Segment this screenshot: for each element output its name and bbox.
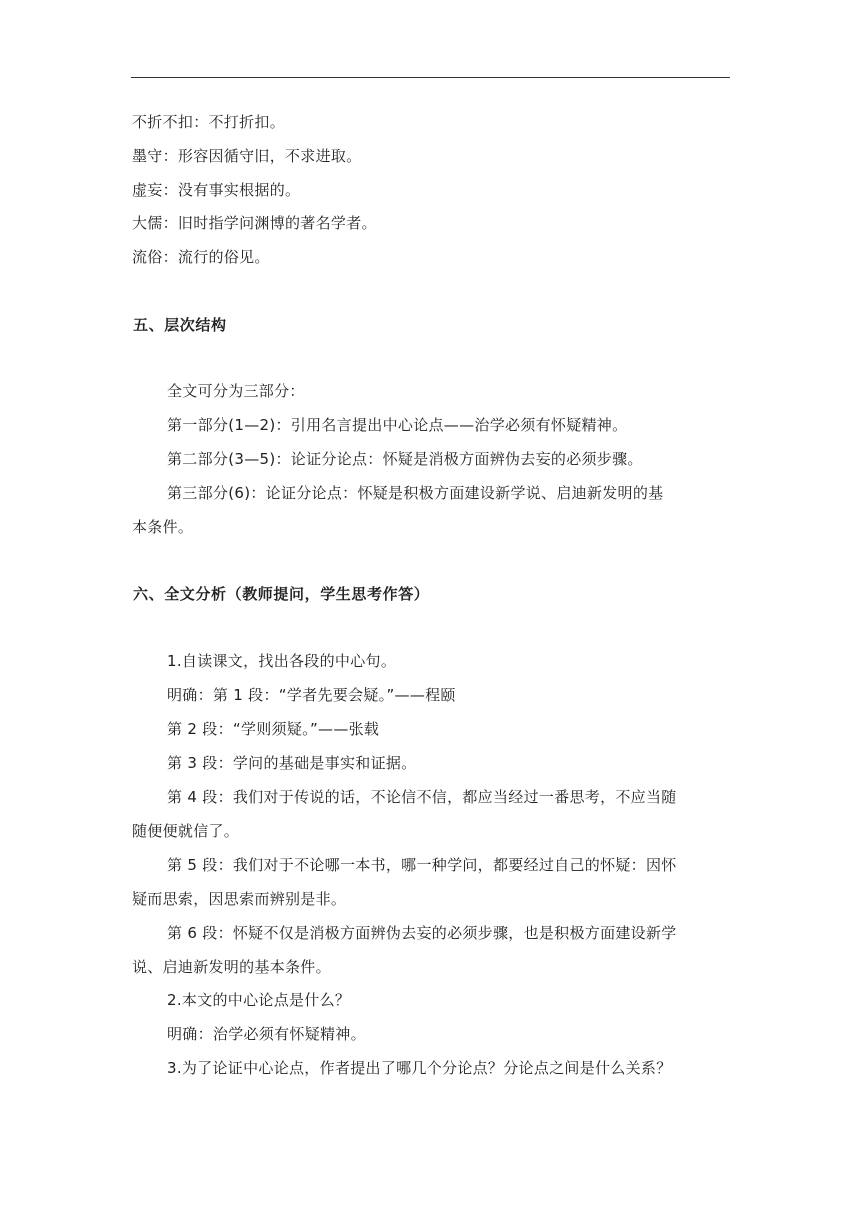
paragraph-line: 3.为了论证中心论点，作者提出了哪几个分论点？分论点之间是什么关系？ (167, 1059, 672, 1077)
paragraph-line: 第 6 段：怀疑不仅是消极方面辨伪去妄的必须步骤，也是积极方面建设新学 (167, 924, 677, 942)
paragraph-line: 第 3 段：学问的基础是事实和证据。 (167, 754, 417, 772)
paragraph-line: 全文可分为三部分： (167, 382, 305, 400)
paragraph-line: 说、启迪新发明的基本条件。 (132, 958, 331, 976)
section-heading-analysis: 六、全文分析（教师提问，学生思考作答） (133, 585, 430, 603)
paragraph-line: 第 2 段：“学则须疑。”——张载 (167, 720, 380, 738)
glossary-item: 墨守：形容因循守旧，不求进取。 (132, 147, 362, 165)
paragraph-line: 1.自读课文，找出各段的中心句。 (167, 652, 397, 670)
glossary-item: 大儒：旧时指学问渊博的著名学者。 (132, 214, 377, 232)
section-heading-structure: 五、层次结构 (133, 316, 227, 334)
paragraph-line: 第 4 段：我们对于传说的话，不论信不信，都应当经过一番思考，不应当随 (167, 788, 677, 806)
paragraph-line: 明确：第 1 段：“学者先要会疑。”——程颐 (167, 686, 456, 704)
glossary-item: 虚妄：没有事实根据的。 (132, 181, 301, 199)
paragraph-line: 本条件。 (132, 518, 194, 536)
header-rule (131, 77, 730, 78)
paragraph-line: 第 5 段：我们对于不论哪一本书，哪一种学问，都要经过自己的怀疑：因怀 (167, 856, 677, 874)
glossary-item: 不折不扣：不打折扣。 (132, 113, 286, 131)
paragraph-line: 2.本文的中心论点是什么？ (167, 991, 351, 1009)
paragraph-line: 第二部分(3—5)：论证分论点：怀疑是消极方面辨伪去妄的必须步骤。 (167, 450, 643, 468)
paragraph-line: 随便便就信了。 (132, 822, 240, 840)
glossary-item: 流俗：流行的俗见。 (132, 248, 270, 266)
paragraph-line: 明确：治学必须有怀疑精神。 (167, 1025, 366, 1043)
paragraph-line: 第三部分(6)：论证分论点：怀疑是积极方面建设新学说、启迪新发明的基 (167, 484, 664, 502)
paragraph-line: 疑而思索，因思索而辨别是非。 (132, 890, 347, 908)
paragraph-line: 第一部分(1—2)：引用名言提出中心论点——治学必须有怀疑精神。 (167, 416, 628, 434)
